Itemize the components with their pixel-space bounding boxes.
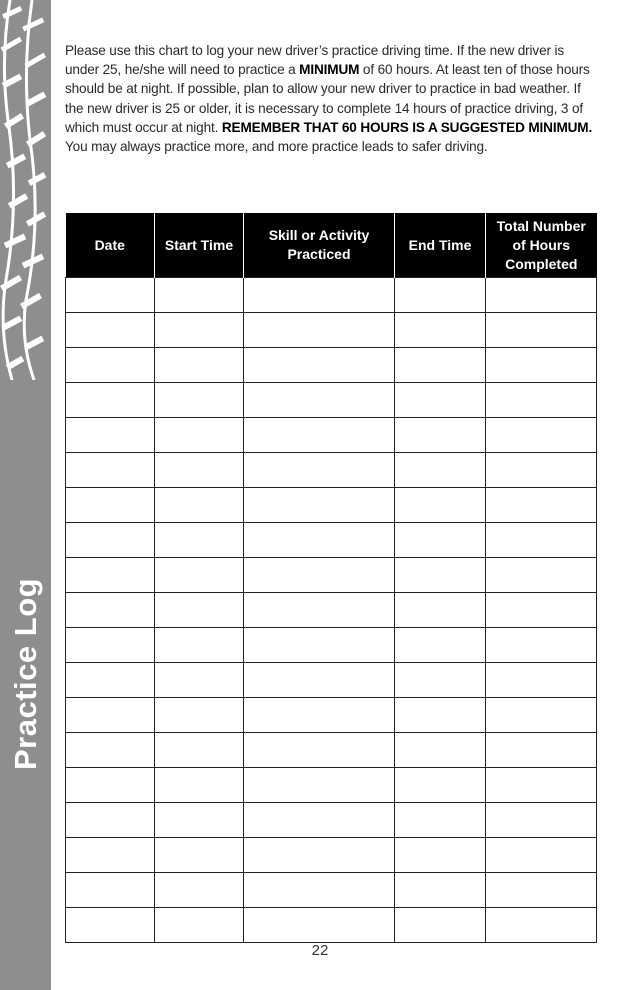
table-row <box>66 803 597 838</box>
table-row <box>66 278 597 313</box>
table-row <box>66 453 597 488</box>
skill-cell[interactable] <box>244 313 395 348</box>
total-hours-cell[interactable] <box>486 663 597 698</box>
table-row <box>66 488 597 523</box>
page-number: 22 <box>311 942 329 959</box>
end-time-cell[interactable] <box>395 383 486 418</box>
table-row <box>66 313 597 348</box>
date-cell[interactable] <box>66 523 155 558</box>
header-total-hours: Total Number of Hours Completed <box>486 213 597 278</box>
total-hours-cell[interactable] <box>486 523 597 558</box>
total-hours-cell[interactable] <box>486 453 597 488</box>
table-row <box>66 908 597 943</box>
skill-cell[interactable] <box>244 838 395 873</box>
end-time-cell[interactable] <box>395 348 486 383</box>
intro-text-1: Please use this chart to log your new driver’s practice driving time. If the new driver is under 25, he/she will need to practice a <box>65 43 565 78</box>
date-cell[interactable] <box>66 348 155 383</box>
start-time-cell[interactable] <box>155 733 244 768</box>
skill-cell[interactable] <box>244 278 395 313</box>
total-hours-cell[interactable] <box>486 803 597 838</box>
end-time-cell[interactable] <box>395 278 486 313</box>
end-time-cell[interactable] <box>395 593 486 628</box>
end-time-cell[interactable] <box>395 488 486 523</box>
total-hours-cell[interactable] <box>486 488 597 523</box>
tire-track-graphic <box>0 0 51 380</box>
date-cell[interactable] <box>66 313 155 348</box>
skill-cell[interactable] <box>244 768 395 803</box>
end-time-cell[interactable] <box>395 418 486 453</box>
table-row <box>66 593 597 628</box>
start-time-cell[interactable] <box>155 348 244 383</box>
end-time-cell[interactable] <box>395 733 486 768</box>
skill-cell[interactable] <box>244 663 395 698</box>
table-row <box>66 558 597 593</box>
total-hours-cell[interactable] <box>486 908 597 943</box>
date-cell[interactable] <box>66 558 155 593</box>
end-time-cell[interactable] <box>395 628 486 663</box>
skill-cell[interactable] <box>244 348 395 383</box>
intro-text-3: You may always practice more, and more practice leads to safer driving. <box>65 139 488 155</box>
date-cell[interactable] <box>66 628 155 663</box>
total-hours-cell[interactable] <box>486 873 597 908</box>
start-time-cell[interactable] <box>155 768 244 803</box>
sidebar <box>0 0 51 990</box>
end-time-cell[interactable] <box>395 453 486 488</box>
table-row <box>66 523 597 558</box>
total-hours-cell[interactable] <box>486 418 597 453</box>
date-cell[interactable] <box>66 453 155 488</box>
table-row <box>66 628 597 663</box>
end-time-cell[interactable] <box>395 558 486 593</box>
skill-cell[interactable] <box>244 698 395 733</box>
table-row <box>66 663 597 698</box>
table-header-row <box>66 213 597 278</box>
date-cell[interactable] <box>66 803 155 838</box>
start-time-cell[interactable] <box>155 488 244 523</box>
start-time-cell[interactable] <box>155 628 244 663</box>
start-time-cell[interactable] <box>155 278 244 313</box>
date-cell[interactable] <box>66 383 155 418</box>
start-time-cell[interactable] <box>155 523 244 558</box>
start-time-cell[interactable] <box>155 873 244 908</box>
intro-text-2: of 60 hours. At least ten of those hours should be at night. If possible, plan to allow your new driver to practice in bad weather. If the new driver is 25 or older, it is necessary to complete 14 hours of practice driving, 3 of which must occur at night. <box>65 62 590 135</box>
end-time-cell[interactable] <box>395 768 486 803</box>
start-time-cell[interactable] <box>155 558 244 593</box>
start-time-cell[interactable] <box>155 803 244 838</box>
date-cell[interactable] <box>66 418 155 453</box>
start-time-cell[interactable] <box>155 838 244 873</box>
start-time-cell[interactable] <box>155 593 244 628</box>
intro-paragraph <box>65 41 595 156</box>
start-time-cell[interactable] <box>155 383 244 418</box>
end-time-cell[interactable] <box>395 908 486 943</box>
skill-cell[interactable] <box>244 488 395 523</box>
skill-cell[interactable] <box>244 523 395 558</box>
table-body <box>66 278 597 943</box>
skill-cell[interactable] <box>244 418 395 453</box>
date-cell[interactable] <box>66 278 155 313</box>
total-hours-cell[interactable] <box>486 698 597 733</box>
header-start-time: Start Time <box>155 213 244 278</box>
date-cell[interactable] <box>66 768 155 803</box>
skill-cell[interactable] <box>244 803 395 838</box>
date-cell[interactable] <box>66 593 155 628</box>
header-date: Date <box>66 213 155 278</box>
start-time-cell[interactable] <box>155 698 244 733</box>
total-hours-cell[interactable] <box>486 768 597 803</box>
skill-cell[interactable] <box>244 873 395 908</box>
date-cell[interactable] <box>66 488 155 523</box>
date-cell[interactable] <box>66 733 155 768</box>
table-row <box>66 768 597 803</box>
total-hours-cell[interactable] <box>486 733 597 768</box>
table-row <box>66 733 597 768</box>
start-time-cell[interactable] <box>155 313 244 348</box>
total-hours-cell[interactable] <box>486 838 597 873</box>
date-cell[interactable] <box>66 838 155 873</box>
table-row <box>66 383 597 418</box>
end-time-cell[interactable] <box>395 663 486 698</box>
end-time-cell[interactable] <box>395 838 486 873</box>
skill-cell[interactable] <box>244 908 395 943</box>
skill-cell[interactable] <box>244 558 395 593</box>
total-hours-cell[interactable] <box>486 278 597 313</box>
practice-log-table <box>65 213 597 943</box>
table-row <box>66 838 597 873</box>
skill-cell[interactable] <box>244 593 395 628</box>
end-time-cell[interactable] <box>395 313 486 348</box>
end-time-cell[interactable] <box>395 873 486 908</box>
skill-cell[interactable] <box>244 453 395 488</box>
date-cell[interactable] <box>66 663 155 698</box>
intro-emphasis-reminder: REMEMBER THAT 60 HOURS IS A SUGGESTED MINIMUM. <box>221 119 593 135</box>
sidebar-title: Practice Log <box>8 577 43 770</box>
start-time-cell[interactable] <box>155 418 244 453</box>
date-cell[interactable] <box>66 908 155 943</box>
start-time-cell[interactable] <box>155 663 244 698</box>
table-row <box>66 698 597 733</box>
header-skill-activity: Skill or Activity Practiced <box>244 213 395 278</box>
total-hours-cell[interactable] <box>486 313 597 348</box>
table-row <box>66 348 597 383</box>
total-hours-cell[interactable] <box>486 383 597 418</box>
end-time-cell[interactable] <box>395 698 486 733</box>
skill-cell[interactable] <box>244 733 395 768</box>
end-time-cell[interactable] <box>395 523 486 558</box>
end-time-cell[interactable] <box>395 803 486 838</box>
total-hours-cell[interactable] <box>486 348 597 383</box>
skill-cell[interactable] <box>244 628 395 663</box>
table-row <box>66 873 597 908</box>
table-row <box>66 418 597 453</box>
total-hours-cell[interactable] <box>486 628 597 663</box>
date-cell[interactable] <box>66 873 155 908</box>
start-time-cell[interactable] <box>155 908 244 943</box>
intro-emphasis-minimum: MINIMUM <box>299 62 360 78</box>
header-end-time: End Time <box>395 213 486 278</box>
date-cell[interactable] <box>66 698 155 733</box>
skill-cell[interactable] <box>244 383 395 418</box>
total-hours-cell[interactable] <box>486 593 597 628</box>
total-hours-cell[interactable] <box>486 558 597 593</box>
start-time-cell[interactable] <box>155 453 244 488</box>
